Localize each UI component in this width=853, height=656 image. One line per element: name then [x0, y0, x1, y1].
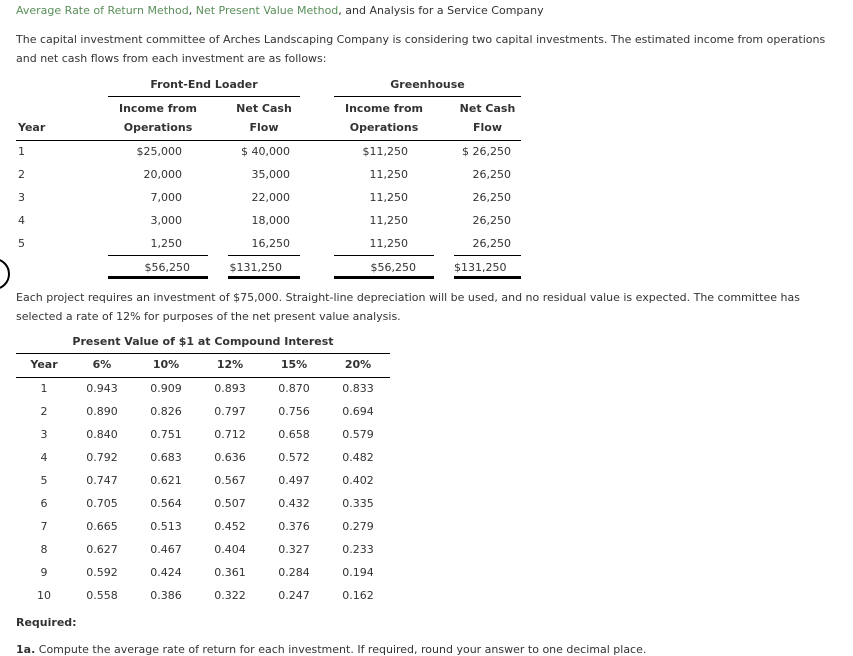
value-cell: 35,000: [251, 168, 290, 181]
column-header: Net Cash: [459, 102, 516, 115]
pv-value-cell: 0.636: [214, 451, 246, 464]
group-header: Front-End Loader: [150, 78, 258, 91]
pv-value-cell: 0.194: [342, 566, 374, 579]
pv-value-cell: 0.404: [214, 543, 246, 556]
total-cell: $131,250: [229, 261, 282, 274]
pv-value-cell: 0.694: [342, 405, 374, 418]
total-double-rule: [454, 276, 521, 279]
year-cell: 4: [18, 214, 25, 227]
pv-value-cell: 0.621: [150, 474, 182, 487]
column-header: Net Cash: [236, 102, 292, 115]
pv-value-cell: 0.751: [150, 428, 182, 441]
pv-value-cell: 0.162: [342, 589, 374, 602]
pv-column-header: 10%: [152, 358, 180, 371]
pv-value-cell: 0.335: [342, 497, 374, 510]
year-cell: 1: [18, 145, 25, 158]
pv-column-header: 12%: [216, 358, 244, 371]
column-header: Income from: [345, 102, 423, 115]
value-cell: 11,250: [369, 237, 408, 250]
link-net-present-value[interactable]: Net Present Value Method: [195, 4, 339, 17]
question-1a: [16, 643, 646, 656]
pv-value-cell: 0.279: [342, 520, 374, 533]
pv-year-cell: 5: [40, 474, 48, 487]
pv-value-cell: 0.572: [278, 451, 310, 464]
pv-year-cell: 2: [40, 405, 48, 418]
pv-value-cell: 0.233: [342, 543, 374, 556]
pv-value-cell: 0.376: [278, 520, 310, 533]
pv-value-cell: 0.567: [214, 474, 246, 487]
pv-value-cell: 0.890: [86, 405, 118, 418]
pv-value-cell: 0.658: [278, 428, 310, 441]
title-separator: ,: [188, 4, 196, 17]
year-cell: 2: [18, 168, 25, 181]
pv-value-cell: 0.579: [342, 428, 374, 441]
year-header: Year: [18, 121, 46, 134]
pv-year-cell: 4: [40, 451, 48, 464]
total-double-rule: [108, 276, 208, 279]
intro-line-2: and net cash flows from each investment are as follows:: [16, 52, 327, 65]
pv-value-cell: 0.497: [278, 474, 310, 487]
total-double-rule: [228, 276, 300, 279]
pv-value-cell: 0.747: [86, 474, 118, 487]
value-cell: 11,250: [369, 191, 408, 204]
pv-value-cell: 0.452: [214, 520, 246, 533]
total-cell: $131,250: [454, 261, 507, 274]
pv-column-header: 20%: [344, 358, 372, 371]
required-heading: Required:: [16, 616, 77, 629]
value-cell: 20,000: [143, 168, 182, 181]
pv-header-rule: [16, 377, 390, 378]
pv-value-cell: 0.327: [278, 543, 310, 556]
pv-value-cell: 0.627: [86, 543, 118, 556]
pv-value-cell: 0.833: [342, 382, 374, 395]
circle-mark: [0, 258, 10, 290]
value-cell: 7,000: [150, 191, 182, 204]
pv-value-cell: 0.705: [86, 497, 118, 510]
pv-value-cell: 0.402: [342, 474, 374, 487]
pv-value-cell: 0.247: [278, 589, 310, 602]
year-cell: 3: [18, 191, 25, 204]
pv-year-cell: 10: [37, 589, 51, 602]
column-header: Flow: [249, 121, 279, 134]
subtotal-rule: [228, 255, 300, 256]
column-header: Income from: [119, 102, 197, 115]
value-cell: 26,250: [472, 214, 511, 227]
pv-year-cell: 9: [40, 566, 48, 579]
pv-value-cell: 0.507: [214, 497, 246, 510]
pv-value-cell: 0.792: [86, 451, 118, 464]
value-cell: 16,250: [251, 237, 290, 250]
pv-value-cell: 0.592: [86, 566, 118, 579]
value-cell: $11,250: [362, 145, 408, 158]
pv-value-cell: 0.712: [214, 428, 246, 441]
pv-table-title: Present Value of $1 at Compound Interest: [72, 335, 334, 348]
question-number: 1a.: [16, 643, 36, 656]
pv-column-header: 15%: [280, 358, 308, 371]
pv-rule: [16, 353, 390, 354]
value-cell: 26,250: [472, 237, 511, 250]
pv-value-cell: 0.467: [150, 543, 182, 556]
pv-value-cell: 0.558: [86, 589, 118, 602]
total-double-rule: [334, 276, 434, 279]
pv-column-header: 6%: [92, 358, 112, 371]
pv-value-cell: 0.284: [278, 566, 310, 579]
total-cell: $56,250: [144, 261, 190, 274]
link-average-rate-of-return[interactable]: Average Rate of Return Method: [16, 4, 189, 17]
value-cell: 3,000: [150, 214, 182, 227]
pv-value-cell: 0.943: [86, 382, 118, 395]
note-line-2: selected a rate of 12% for purposes of the net present value analysis.: [16, 310, 401, 323]
title-rest: , and Analysis for a Service Company: [338, 4, 544, 17]
header-rule: [16, 140, 521, 141]
note-line-1: Each project requires an investment of $75,000. Straight-line depreciation will be used, and no residual value is expected. The committee has: [16, 291, 800, 304]
pv-year-cell: 7: [40, 520, 48, 533]
pv-value-cell: 0.386: [150, 589, 182, 602]
pv-value-cell: 0.361: [214, 566, 246, 579]
pv-value-cell: 0.513: [150, 520, 182, 533]
column-header: Flow: [472, 121, 502, 134]
pv-value-cell: 0.826: [150, 405, 182, 418]
pv-year-cell: 6: [40, 497, 48, 510]
value-cell: 1,250: [150, 237, 182, 250]
value-cell: 22,000: [251, 191, 290, 204]
year-cell: 5: [18, 237, 25, 250]
pv-column-header: Year: [30, 358, 58, 371]
group-header: Greenhouse: [390, 78, 465, 91]
subtotal-rule: [108, 255, 208, 256]
intro-line-1: The capital investment committee of Arches Landscaping Company is considering two capital investments. The estimated income from operations: [16, 33, 826, 46]
value-cell: 26,250: [472, 168, 511, 181]
total-cell: $56,250: [370, 261, 416, 274]
pv-value-cell: 0.424: [150, 566, 182, 579]
pv-year-cell: 1: [40, 382, 48, 395]
subtotal-rule: [454, 255, 521, 256]
group-rule: [334, 96, 521, 97]
page-title: [16, 4, 544, 17]
pv-value-cell: 0.665: [86, 520, 118, 533]
pv-value-cell: 0.797: [214, 405, 246, 418]
subtotal-rule: [334, 255, 434, 256]
question-text: Compute the average rate of return for each investment. If required, round your answer to one decimal place.: [35, 643, 647, 656]
column-header: Operations: [123, 121, 193, 134]
value-cell: 11,250: [369, 168, 408, 181]
pv-value-cell: 0.870: [278, 382, 310, 395]
pv-value-cell: 0.564: [150, 497, 182, 510]
pv-value-cell: 0.756: [278, 405, 310, 418]
value-cell: 26,250: [472, 191, 511, 204]
pv-value-cell: 0.432: [278, 497, 310, 510]
pv-year-cell: 3: [40, 428, 48, 441]
value-cell: $ 26,250: [462, 145, 511, 158]
value-cell: $25,000: [136, 145, 182, 158]
pv-value-cell: 0.893: [214, 382, 246, 395]
group-rule: [108, 96, 300, 97]
pv-value-cell: 0.683: [150, 451, 182, 464]
pv-value-cell: 0.482: [342, 451, 374, 464]
value-cell: $ 40,000: [241, 145, 290, 158]
pv-value-cell: 0.322: [214, 589, 246, 602]
value-cell: 11,250: [369, 214, 408, 227]
pv-value-cell: 0.909: [150, 382, 182, 395]
pv-year-cell: 8: [40, 543, 48, 556]
column-header: Operations: [349, 121, 419, 134]
pv-value-cell: 0.840: [86, 428, 118, 441]
value-cell: 18,000: [251, 214, 290, 227]
